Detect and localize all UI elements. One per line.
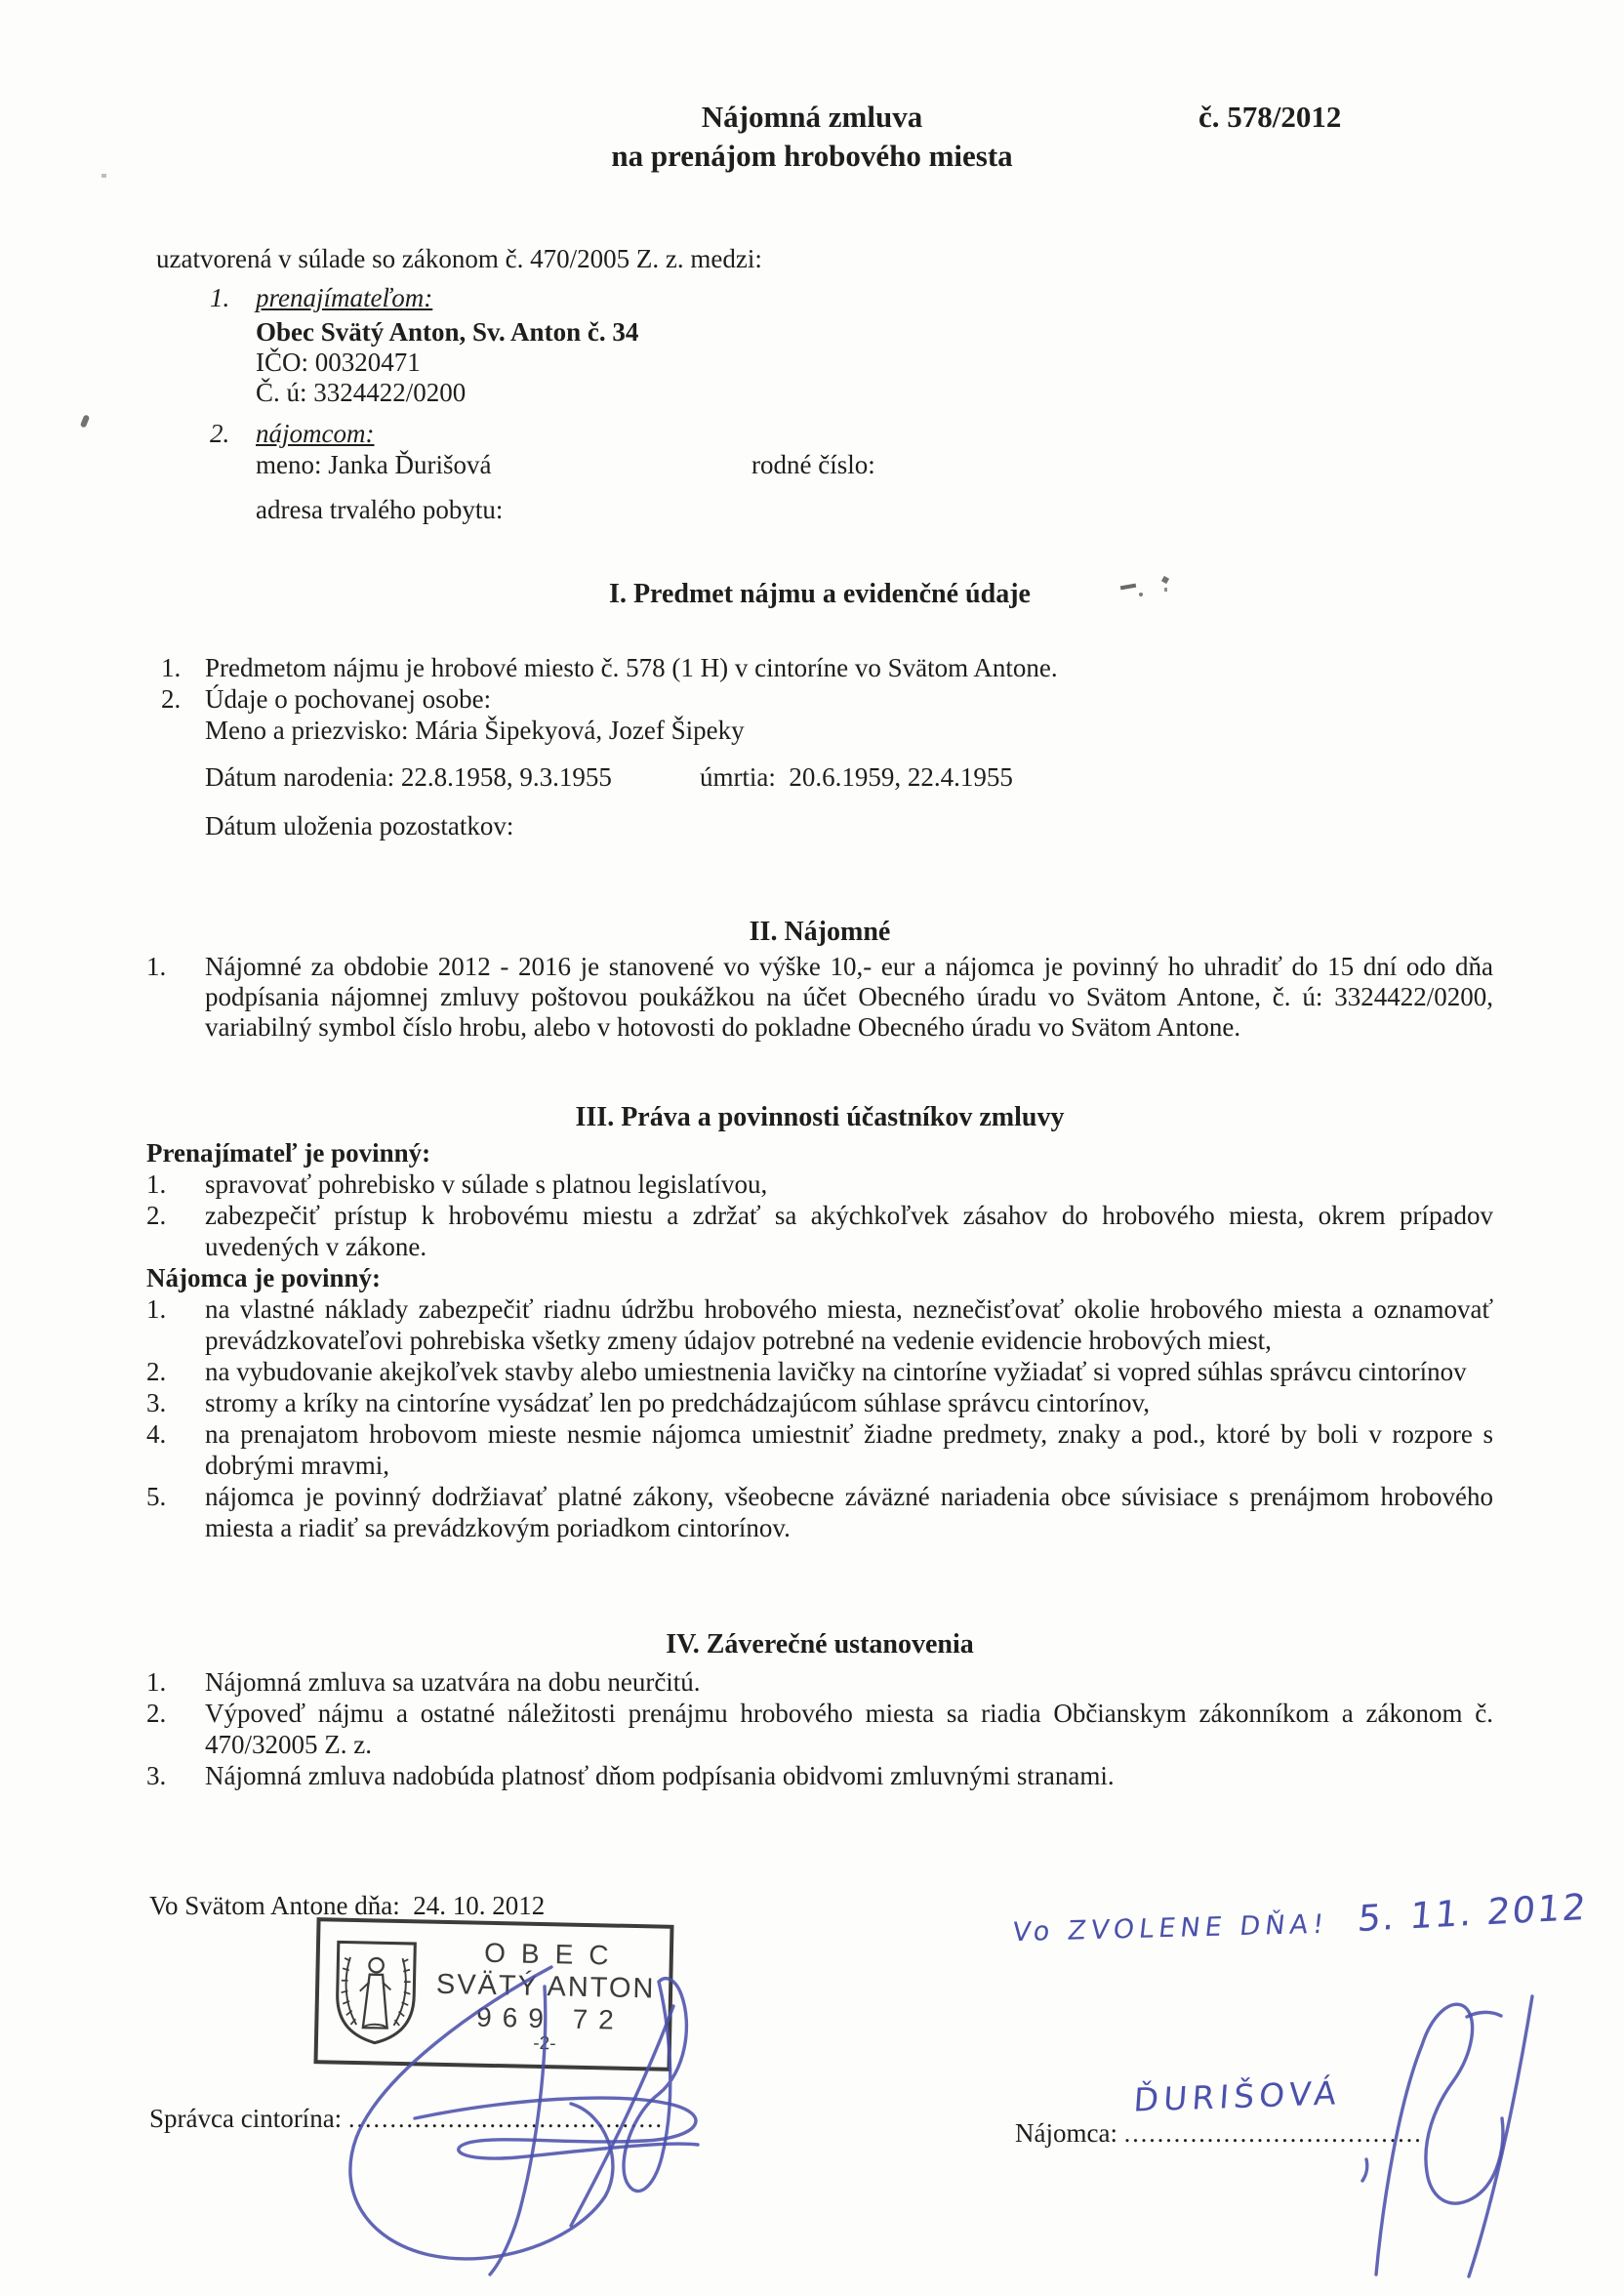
deceased-dates-row: [205, 761, 1493, 793]
document-number: č. 578/2012: [1198, 100, 1342, 134]
list-item-number: 1.: [146, 952, 167, 981]
cemetery-manager-label: Správca cintorína:: [149, 2104, 348, 2133]
list-item-text: Nájomné za obdobie 2012 - 2016 je stanovené vo výške 10,- eur a nájomca je povinný ho uhradiť do 15 dní odo dňa podpísania nájomnej zmluvy poštovou poukážkou na účet Obecného úradu vo Svätom Antone, č. ú: 3324422/0200, variabilný symbol číslo hrobu, alebo v hotovosti do pokladne Obecného úradu vo Svätom Antone.: [205, 952, 1493, 1042]
party-lessee: [210, 417, 1488, 450]
list-item-number: 2.: [146, 1699, 167, 1728]
list-item-text: Údaje o pochovanej osobe:: [205, 684, 492, 714]
lessee-duty-item: [146, 1293, 1493, 1356]
signature-block: [0, 1884, 1624, 2296]
scan-artifact: [1139, 593, 1143, 596]
list-item-text: na vybudovanie akejkoľvek stavby alebo umiestnenia lavičky na cintoríne vyžiadať si vopred súhlas správcu cintorínov: [205, 1357, 1467, 1386]
party-lessee-label: nájomcom:: [256, 419, 375, 448]
section-3: [146, 1101, 1493, 1543]
dotted-line: ....................................: [1123, 2119, 1423, 2148]
lessee-duty-item: [146, 1387, 1493, 1418]
lessee-address-label: adresa trvalého pobytu:: [256, 495, 504, 524]
section-1-item: [146, 683, 1493, 715]
list-item-text: Nájomná zmluva sa uzatvára na dobu neurčitú.: [205, 1667, 701, 1697]
list-item-number: 2.: [146, 1201, 167, 1230]
list-item-number: 3.: [146, 1761, 167, 1790]
stamp-line-town: SVÄTÝ ANTON: [435, 1968, 656, 2004]
section-2-item: [146, 952, 1493, 1043]
list-item-number: 1.: [146, 1169, 167, 1199]
lessee-label: Nájomca:: [1015, 2118, 1124, 2148]
list-item-number: 2.: [146, 1357, 167, 1386]
final-provision-item: [146, 1760, 1493, 1791]
lessee-birth-number-label: rodné číslo:: [751, 450, 875, 479]
scan-artifact: [102, 174, 106, 178]
place-and-date: Vo Svätom Antone dňa: 24. 10. 2012: [149, 1891, 546, 1920]
lessor-ico: IČO: 00320471: [256, 348, 421, 377]
dotted-line: ......................................: [347, 2105, 664, 2133]
handwritten-date: 5. 11. 2012: [1356, 1885, 1590, 1941]
document-title-line2: na prenájom hrobového miesta: [611, 139, 1013, 173]
lessor-duties-heading: Prenajímateľ je povinný:: [146, 1138, 431, 1168]
lessee-name: meno: Janka Ďurišová: [256, 450, 492, 479]
final-provision-item: [146, 1666, 1493, 1698]
section-1: [146, 578, 1493, 841]
scan-artifact: [1164, 588, 1167, 592]
list-item-number: 4.: [146, 1419, 167, 1449]
party-lessor: [210, 281, 1488, 314]
section-1-heading: I. Predmet nájmu a evidenčné údaje: [609, 579, 1031, 609]
list-item-number: 1.: [161, 653, 182, 682]
section-3-heading: III. Práva a povinnosti účastníkov zmluvy: [575, 1102, 1065, 1132]
list-item-number: 5.: [146, 1482, 167, 1511]
handwritten-note: Vo ZVOLENE DŇA!: [1010, 1908, 1330, 1948]
intro-clause: uzatvorená v súlade so zákonom č. 470/2005 Z. z. medzi:: [156, 244, 762, 273]
list-item-text: na prenajatom hrobovom mieste nesmie nájomca umiestniť žiadne predmety, znaky a pod., ktoré by boli v rozpore s dobrými mravmi,: [205, 1419, 1493, 1480]
lessee-duty-item: [146, 1481, 1493, 1543]
lessee-name-row: [256, 450, 1488, 480]
lessee-duties-heading: Nájomca je povinný:: [146, 1263, 381, 1292]
scan-artifact: [80, 414, 90, 428]
section-1-item: [146, 652, 1493, 683]
stamp-line-index: -2-: [533, 2032, 556, 2054]
list-item-number: 1.: [146, 1667, 167, 1697]
lessor-name: Obec Svätý Anton, Sv. Anton č. 34: [256, 317, 639, 347]
lessee-handwritten-name: ĎURIŠOVÁ: [1132, 2073, 1343, 2119]
lessor-duty-item: [146, 1200, 1493, 1262]
list-item-text: zabezpečiť prístup k hrobovému miestu a zdržať sa akýchkoľvek zásahov do hrobového miesta, okrem prípadov uvedených v zákone.: [205, 1201, 1493, 1261]
stamp-line-zip: 969 72: [475, 2001, 626, 2035]
section-4-heading: IV. Záverečné ustanovenia: [666, 1629, 974, 1660]
list-item-text: Výpoveď nájmu a ostatné náležitosti prenájmu hrobového miesta sa riadia Občianskym zákonníkom a zákonom č. 470/32005 Z. z.: [205, 1699, 1493, 1759]
list-item-text: spravovať pohrebisko v súlade s platnou legislatívou,: [205, 1169, 768, 1199]
lessee-signature: [1322, 1991, 1557, 2284]
lessor-account: Č. ú: 3324422/0200: [256, 378, 467, 407]
birth-dates: Dátum narodenia: 22.8.1958, 9.3.1955: [205, 762, 612, 792]
final-provision-item: [146, 1698, 1493, 1760]
deceased-names: Meno a priezvisko: Mária Šipekyová, Jozef Šipeky: [205, 716, 745, 745]
section-2-heading: II. Nájomné: [749, 917, 891, 947]
party-lessor-number: 1.: [210, 283, 230, 312]
party-lessor-label: prenajímateľom:: [256, 283, 433, 312]
section-2: [146, 916, 1493, 1043]
cemetery-manager-signature: [322, 1948, 712, 2289]
section-4: [146, 1628, 1493, 1791]
list-item-number: 1.: [146, 1294, 167, 1324]
list-item-number: 3.: [146, 1388, 167, 1417]
list-item-text: stromy a kríky na cintoríne vysádzať len po predchádzajúcom súhlase správcu cintorínov,: [205, 1388, 1150, 1417]
lessor-duty-item: [146, 1168, 1493, 1200]
party-lessee-number: 2.: [210, 419, 230, 448]
list-item-number: 2.: [161, 684, 182, 714]
stamp-line-obec: OBEC: [483, 1937, 625, 1971]
parties-list: [210, 281, 1488, 525]
lessee-duty-item: [146, 1356, 1493, 1387]
list-item-text: na vlastné náklady zabezpečiť riadnu údržbu hrobového miesta, neznečisťovať okolie hrobového miesta a oznamovať prevádzkovateľovi pohrebiska všetky zmeny údajov potrebné na vedenie evidencie hrobových miest,: [205, 1294, 1493, 1355]
lessee-duty-item: [146, 1418, 1493, 1481]
list-item-text: nájomca je povinný dodržiavať platné zákony, všeobecne záväzné nariadenia obce súvisiace s prenájmom hrobového miesta a riadiť sa prevádzkovým poriadkom cintorínov.: [205, 1482, 1493, 1542]
document-title: [0, 98, 1624, 176]
remains-date-label: Dátum uloženia pozostatkov:: [205, 811, 514, 840]
document-title-line1: Nájomná zmluva: [701, 100, 923, 134]
death-dates: úmrtia: 20.6.1959, 22.4.1955: [699, 762, 1013, 792]
list-item-text: Predmetom nájmu je hrobové miesto č. 578 (1 H) v cintoríne vo Svätom Antone.: [205, 653, 1058, 682]
list-item-text: Nájomná zmluva nadobúda platnosť dňom podpísania obidvomi zmluvnými stranami.: [205, 1761, 1115, 1790]
